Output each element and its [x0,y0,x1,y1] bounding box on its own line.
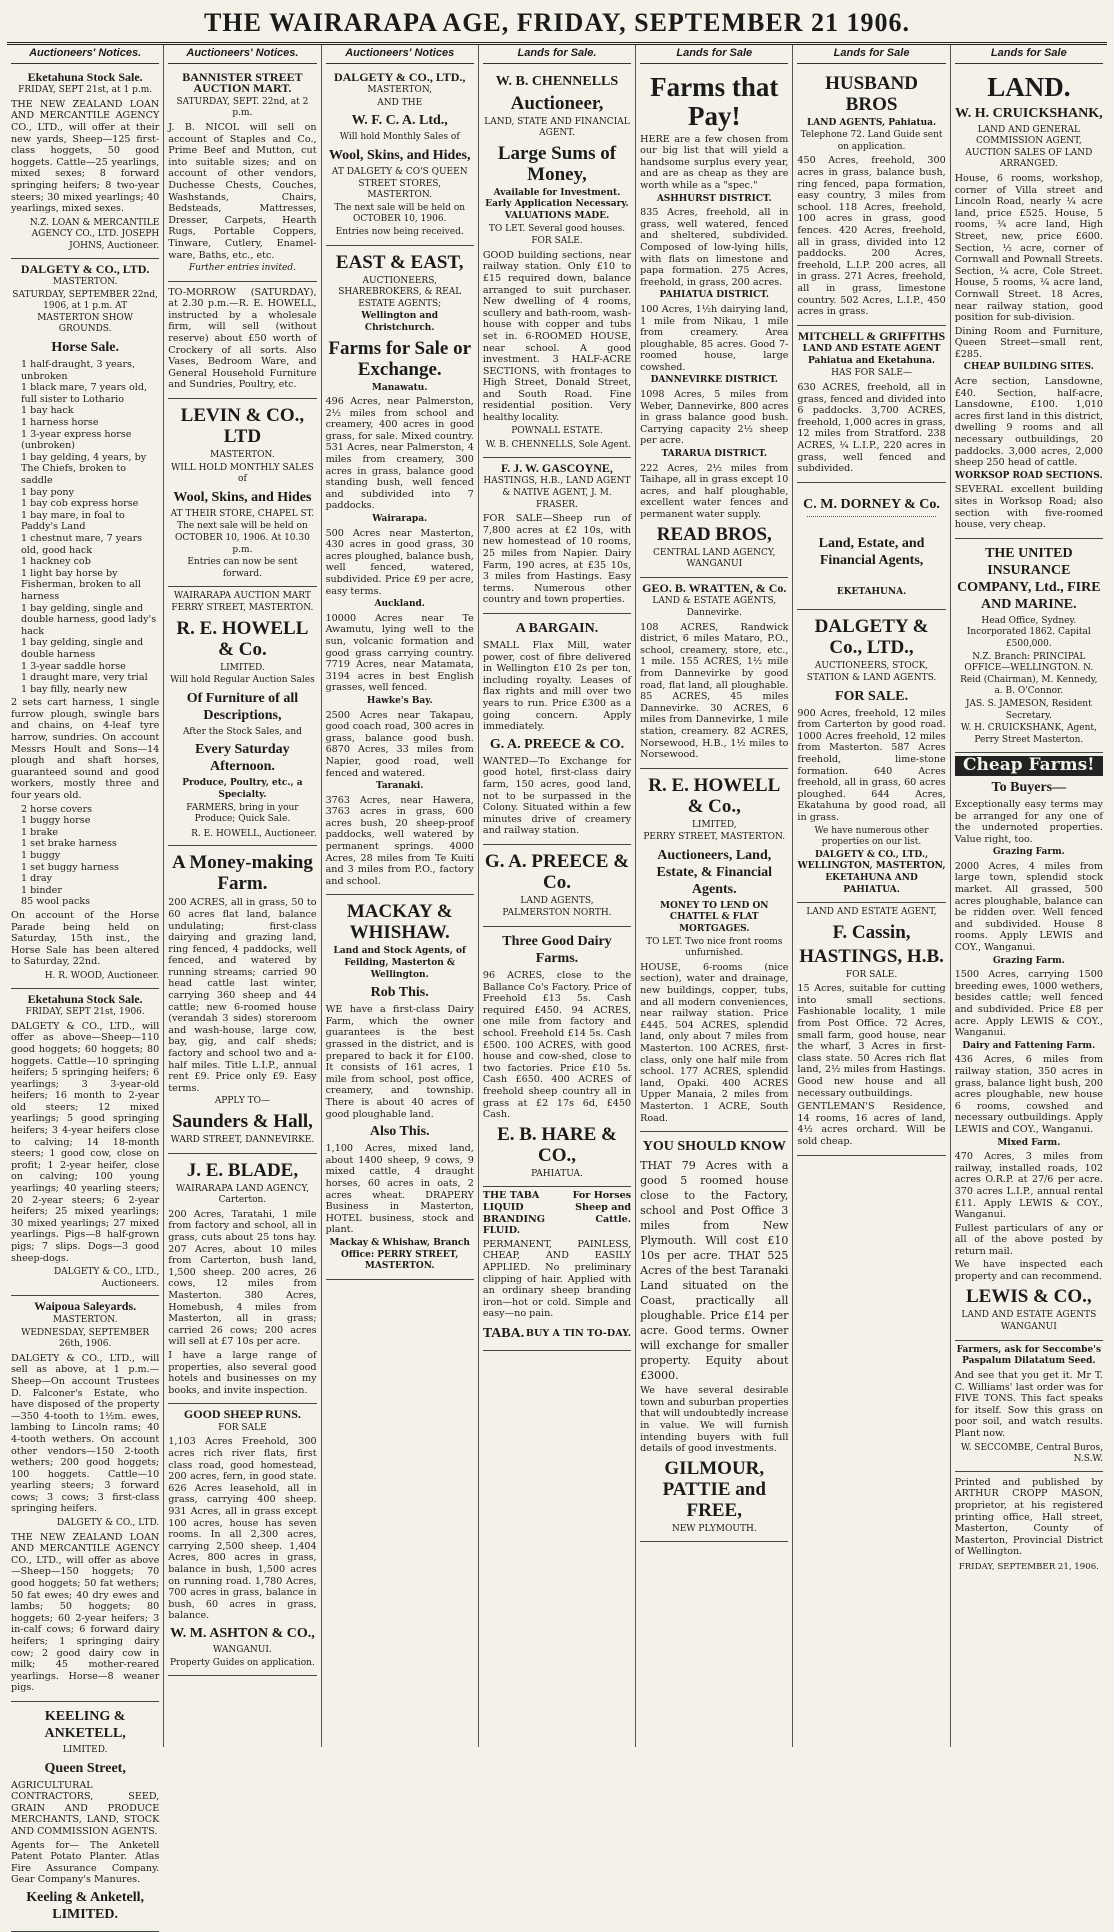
ad-sub: LAND AND ESTATE AGENT, [806,907,937,918]
ad-date: SATURDAY, SEPTEMBER 22nd, 1906, at 1 p.m. AT MASTERTON SHOW GROUNDS. [12,289,158,335]
ad-title: LAND. [987,71,1071,102]
ad-mid: Large Sums of Money, [497,142,617,185]
ad-available: Available for Investment. Early Application Necessary. VALUATIONS MADE. [485,187,629,221]
ad-body: 450 Acres, freehold, 300 acres in grass, balance bush, ring fenced, papa formation, easy country, 3 miles from school. 118 Acres, freehold, 100 acres in grass, good fences. 420 Acres, freehold, all in grass, divided into 12 paddocks. 200 Acres, freehold, L.I.P. 200 acres, all in grass. 271 Acres, freehold, all in grass, limestone country. 502 Acres, L.I.P., 450 acres in grass. [797,155,946,318]
column-header: Lands for Sale [640,45,788,64]
list-item: 1 bay gelding, 4 years, by The Chiefs, broken to saddle [21,451,147,486]
ad-body: House, 6 rooms, workshop, corner of Villa street and Lincoln Road, nearly ¼ acre land, price £525. House, 5 rooms, ¾ acre land, High Street, new, price £600. Section, ½ acre, corner of Cornwall and Pownall Streets. Section, ¼ acre, Cole Street. House, 5 rooms, ¼ acre land, Cornwall Street. 18 Acres, near railway station, good position for sub-division. [954,172,1103,324]
column-header: Lands for Sale. [483,45,631,64]
ad-sub: WAIRARAPA LAND AGENCY, Carterton. [175,1183,309,1206]
ad-date: SATURDAY, SEPT. 22nd, at 2 p.m. [176,96,309,119]
ad-title: HUSBAND BROS [825,72,918,115]
ad-good-sheep-runs [168,1404,316,1676]
newspaper-page [7,6,1107,1922]
ad-sale: FOR SALE [218,1422,267,1433]
ad-body: 2 sets cart harness, 1 single furrow plough, swingle bars and chains, on 4-leaf tyre harrow, sundries. On account Messrs Hoult and Sons—14 plough and shaft horses, guaranteed sound and good workers, mostly three and four years old. [11,697,160,802]
ad-phone: Telephone 72. Land Guide sent on application. [800,130,943,152]
ad-sub: Auctioneer, [510,92,604,114]
ad-body: 222 Acres, 2½ miles from Taihape, all in grass except 10 acres, and half ploughable, excellent water fences and permanent water supply. [640,462,789,520]
ad-farms-that-pay [640,67,788,578]
ad-signature: H. R. WOOD, Auctioneer. [44,970,160,981]
ad-intro: Exceptionally easy terms may be arranged for any one of the undernoted properties. Value right, too. [954,798,1103,845]
ad-body: J. B. NICOL will sell on account of Staples and Co., Prime Beef and Mutton, cut into suitable sizes; and on account of other vendors, Duchesse Chests, Couches, Washstands, Chairs, Bedsteads, Mattresses, Dresser, Carpets, Hearth Rugs, Portable Coppers, Tinware, Cutlery, Enamel-ware, Baths, etc., etc. [168,121,317,261]
list-item: 1 3-year saddle horse [21,660,126,672]
ad-title: W. B. CHENNELLS [495,73,619,89]
ad-united-insurance [955,539,1103,754]
ad-body: THAT 79 Acres with a good 5 roomed house close to the Factory, school and Post Office 3 miles from New Plymouth. Will cost £10 10s per acre. THAT 525 Acres of the best Taranaki Land situated on the Coast, practically all ploughable. Price £14 per acre. Good terms. Owner will exchange for smaller property. Equity about £3000. [640,1159,789,1383]
ad-body: 470 Acres, 3 miles from railway, installed roads, 102 acres O.R.P. at 27/6 per acre. 370 acres L.I.P., annual rental £11. Apply LEWIS & COY., Wanganui. [954,1151,1103,1221]
ad-store: AT THEIR STORE, CHAPEL ST. [170,508,315,519]
ad-and: AND THE [377,97,423,108]
column-6 [793,45,950,1747]
ad-sub: LIMITED. [220,662,265,673]
ad-howell-land [640,769,788,1132]
ad-eketahuna-stock-sale-2 [11,989,159,1297]
ad-body: 496 Acres, near Palmerston, 2½ miles from school and creamery, 400 acres in good grass, for sale. Mixed country. 531 Acres, near Palmerston, 4 miles from creamery, 300 acres in grass, balance good standing bush, well fenced and subdivided into 7 paddocks. [325,396,474,512]
list-item: 1 brake [21,826,59,838]
ad-body: THE NEW ZEALAND LOAN AND MERCANTILE AGENCY CO., LTD., will offer at their new yards, Sheep—125 first-class hoggets, 50 good hoggets. Cattle—25 yearlings, mixed sexes; 8 forward springing heifers; 8 two-year steers; 30 mixed yearlings; 40 yearlings, mixed sexes. [11,98,160,215]
ad-body: 200 ACRES, all in grass, 50 to 60 acres flat land, balance undulating; first-class dairying and grazing land, ring fenced, 4 paddocks, well fenced, and watered by running streams; carried 90 head cattle last winter, carrying 360 sheep and 44 cattle; new 6-roomed house (verandah 3 sides) storeroom and wash-house, large cow, bay, gig, and calf sheds; factory and school two and a-half miles. Title L.I.P., annual rent £9. Price only £9. Easy terms. [168,897,317,1094]
ad-title: MITCHELL & GRIFFITHS [797,328,946,343]
ad-body: 10000 Acres near Te Awamutu, lying well to the sun, volcanic formation and good grass carrying country. 7719 Acres, near Matamata, 3194 acres in best English grasses, well fenced. [325,612,474,694]
list-item: 1 bay pony [21,486,74,498]
ad-title: A Money-making Farm. [171,852,313,895]
ad-sub: LAND AGENTS, [520,895,594,906]
ad-body: FOR SALE—Sheep run of 7,800 acres at £2 10s, with new homestead of 10 rooms, 25 miles from Napier. Dairy Farm, 190 acres, at £35 10s, 3 miles from Hastings. Easy terms. Numerous other country and town properties. [482,513,632,606]
list-item: 1 binder [21,884,62,896]
ad-place: MASTERTON. [210,450,275,461]
list-item: 1 dray [21,873,53,885]
ad-signature: R. E. HOWELL, Auctioneer. [191,828,317,839]
masthead: THE WAIRARAPA AGE, FRIDAY, SEPTEMBER 21 1906. [7,6,1107,45]
ad-signature: DALGETY & CO., LTD., Auctioneers. [53,1267,160,1289]
ad-body: 2000 Acres, 4 miles from large town, splendid stock market. All grassed, 500 acres ploughable, balance can be ridden over. Well fenced and subdivided. House 8 rooms. Apply LEWIS and COY., Wanganui. [954,860,1103,954]
column-header: Lands for Sale [797,45,945,64]
ad-body: And see that you get it. Mr T. C. Williams' last order was for FIVE TONS. This fact speaks for itself. Sow this grass on poor soil, and watch results. Plant now. [954,1370,1103,1439]
list-item: 1 bay filly, nearly new [21,683,128,695]
list-item: 1 set buggy harness [21,861,119,873]
ad-road: WORKSOP ROAD SECTIONS. [955,470,1103,481]
ad-keeling-anketell [11,1702,159,1932]
ad-signature: W. B. CHENNELLS, Sole Agent. [485,440,632,451]
list-item: 85 wool packs [21,896,91,908]
ad-body-2: Acre section, Lansdowne, £40. Section, half-acre, Lansdowne, £100. 1,010 acres first land in this district, dwelling 9 rooms and all necessary outbuildings, 20 paddocks. 3,000 acres, 2,000 sheep 250 head of cattle. [954,376,1103,469]
ad-section: Grazing Farm. [992,955,1065,966]
ad-body: 1,103 Acres Freehold, 300 acres rich river flats, first class road, good homestead, 200 acres, fern, in good state. 626 Acres leasehold, all in grass, carrying 400 sheep. 931 Acres, all in grass except 100 acres, house has seven rooms. In all 2,300 acres, carrying 2,500 sheep. 1,404 Acres, 800 acres in grass, balance in bush, 1,500 acres on running road. 1,780 Acres, 700 acres in grass, balance in bush, 60 acres in grass, balance. [168,1436,317,1622]
list-item: 1 bay gelding, single and double harness [21,637,144,660]
ad-farmers: FARMERS, bring in your Produce; Quick Sale. [186,802,299,825]
ad-let: TO LET. Two nice front rooms unfurnished. [646,936,783,959]
ad-note: Property Guides on application. [169,1657,315,1668]
ad-note: I have a large range of properties, also several good hotels and businesses on my books, and invite inspection. [168,1349,317,1396]
ad-preece [483,845,631,927]
ad-money: MONEY TO LEND ON CHATTEL & FLAT MORTGAGES. [659,900,769,935]
ad-sub: LAND AND ESTATE AGENTS [961,1309,1097,1320]
ad-address: PERRY STREET, MASTERTON. [643,832,786,843]
ad-place: EKETAHUNA. [836,586,907,597]
ad-a-bargain [483,614,631,845]
ad-dalgety-horse-sale [11,259,159,989]
ad-body: 3763 Acres, near Hawera, 3763 acres in grass, 600 acres bush, 20 sheep-proof paddocks, well watered by permanent springs. 4000 Acres, 28 miles from Te Kuiti and 3 miles from P.O., factory and school. [325,794,474,887]
ad-date: WEDNESDAY, SEPTEMBER 26th, 1906. [21,1327,150,1350]
list-item: 1 bay cob express horse [21,498,139,510]
ad-three-dairy-farms [483,927,631,1187]
ad-body: 100 Acres, 1½h dairying land, 1 mile from Nikau, 1 mile from creamery. Area ploughable, 85 acres. Good 7-roomed house, large cowshed. [640,303,789,373]
ad-list: GOOD building sections, near railway station. Only £10 to £15 required down, balance arranged to suit purchaser. New dwelling of 4 rooms, scullery and bath-room, wash-house with copper and tubs set in. 6-ROOMED HOUSE, near school. A good investment. 3 HALF-ACRE SECTIONS, with frontages to High Street, Donald Street, and South Road. Fine residential position. Very healthy locality. [482,249,632,424]
ad-section: Manawatu. [371,382,428,393]
ad-mid: Wool, Skins, and Hides, [328,147,471,163]
ad-district: TARARUA DISTRICT. [661,449,768,460]
ad-let: TO LET. Several good houses. [488,223,626,234]
ad-title: Three Good Dairy Farms. [502,934,612,967]
ad-body: WILL HOLD MONTHLY SALES of [171,462,314,485]
ad-taba-header [483,1190,631,1236]
ad-body-2: 1,100 Acres, mixed land, about 1400 sheep, 9 cows, 9 mixed cattle, 4 draught horses, 60 acres in oats, 2 acres wheat. DRAPERY Business in Masterton, HOTEL business, stock and plant. [325,1143,474,1236]
ad-title: DALGETY & Co., LTD., [814,616,929,659]
ad-district: ASHHURST DISTRICT. [656,193,772,204]
ad-title: A BARGAIN. [515,620,599,636]
ad-taba [483,1187,631,1351]
ad-money-making-farm [168,846,316,1153]
ad-fuller: Fullest particulars of any or all of the above posted by return mail. [954,1222,1103,1257]
ad-sale: FOR SALE. [845,969,898,980]
column-1 [7,45,164,1922]
ad-place: PALMERSTON NORTH. [502,908,612,919]
ad-date: The next sale will be held on OCTOBER 10, 1906. At 10.30 p.m. [174,521,310,555]
ad-to-buyers: To Buyers— [991,779,1067,795]
ad-heading: Horse Sale. [51,340,119,356]
ad-sale: FOR SALE. [834,688,909,704]
ad-note: We have several desirable town and suburban properties that will undoubtedly increase in value. We will furnish intending buyers with full details of good investments. [640,1385,789,1455]
column-header: Auctioneers' Notices. [168,45,316,64]
ad-date: FRIDAY, SEPT 21st, 1906. [25,1007,145,1018]
ad-sub: AUCTIONEERS, STOCK, STATION & LAND AGENTS. [806,661,937,683]
list-item: 1 half-draught, 3 years, unbroken [21,359,136,382]
list-item: 1 bay mare, in foal to Paddy's Land [21,509,125,533]
sundries-list [11,804,159,908]
column-header: Auctioneers' Notices. [11,45,159,64]
ad-sub: LAND & ESTATE AGENTS, Dannevirke. [652,596,777,618]
ad-body: SMALL Flax Mill, water power, cost of fibre delivered in Wellington £10 2s per ton, including royalty. Leases of flax rights and mill over two years to run. Price £300 as a going concern. Apply immediately. [482,639,632,733]
ad-section: Dairy and Fattening Farm. [962,1040,1096,1051]
ad-signature: W. M. ASHTON & CO., [170,1625,315,1641]
ad-head: WAIRARAPA AUCTION MART FERRY STREET, MASTERTON. [171,591,314,613]
ad-place: WANGANUI [1000,1322,1057,1333]
ad-note: Further entries invited. [188,263,297,274]
column-header: Auctioneers' Notices [326,45,474,64]
ad-title: LEVIN & CO., LTD [180,405,305,448]
ad-agent: W. H. CRUICKSHANK, Agent, Perry Street Masterton. [960,723,1097,745]
ad-title: BANNISTER STREET AUCTION MART. [182,69,303,96]
ad-signature: DALGETY & CO., LTD. [56,1518,160,1529]
ad-signature: E. B. HARE & CO., [497,1123,617,1166]
ad-title: Farms that Pay! [650,71,779,131]
ad-body: 1098 Acres, 5 miles from Weber, Dannevirke, 800 acres in grass balance good bush. Carrying capacity 2½ sheep per acre. [640,389,789,447]
ad-body: 200 Acres, Taratahi, 1 mile from factory and school, all in grass, cuts about 25 tons hay. 207 Acres, about 10 miles from Carterton, bush land, 1,500 sheep. 200 acres, 26 cows, 12 miles from Masterton. 380 Acres, Homebush, 4 miles from Masterton, all in grass; carried 26 cows; 200 acres will sell at £7 10s per acre. [168,1208,317,1348]
ad-has: HAS FOR SALE— [831,368,912,379]
ad-body: LAND, STATE AND FINANCIAL AGENT. [484,116,630,139]
ad-je-blade [168,1154,316,1405]
list-item: 1 bay gelding, single and double harness, good lady's hack [21,602,157,637]
list-item: 1 chestnut mare, 7 years old, good hack [21,532,143,556]
list-item: 1 draught mare, very trial [21,672,148,684]
ad-heading: Farmers, ask for Seccombe's Paspalum Dilatatum Seed. [956,1344,1102,1367]
ad-note: GENTLEMAN'S Residence, 14 rooms, 16 acres of land, 4½ acres orchard. Will be sold cheap. [797,1101,946,1147]
column-header: Lands for Sale [955,45,1103,64]
ad-buy: BUY A TIN TO-DAY. [525,1327,632,1339]
ad-bannister-street-mart [168,67,316,282]
ad-place: MASTERTON. [52,1314,118,1325]
ad-section: Wairarapa. [372,514,428,525]
ad-sub: LIMITED, [691,819,737,830]
ad-body: 436 Acres, 6 miles from railway station, 350 acres in grass, balance light bush, 200 acres ploughable, new house 6 rooms, cowshed and necessary outbuildings. Apply LEWIS and COY., Wanganui. [954,1054,1103,1135]
ad-footer: Mackay & Whishaw, Branch Office: PERRY STREET, MASTERTON. [329,1237,470,1272]
list-item: 1 set brake harness [21,838,117,850]
list-item: 1 3-year express horse (unbroken) [21,428,132,452]
ad-body: 630 ACRES, freehold, all in grass, fenced and divided into 6 paddocks. 3,700 ACRES, freehold, 1,000 acres in grass, 12 miles from Stratford. 238 ACRES, ¼ L.I.P., 220 acres in grass, well fenced and subdivided. [797,382,946,475]
ad-title: YOU SHOULD KNOW [642,1139,786,1155]
ad-place: Wellington and Christchurch. [361,311,439,333]
column-3 [322,45,479,1747]
ad-title: C. M. DORNEY & Co. [803,496,940,512]
ad-footer: Keeling & Anketell, LIMITED. [26,1889,145,1922]
ad-place: PAHIATUA. [531,1168,583,1179]
ad-intro: HERE are a few chosen from our big list that will yield a handsome surplus every year, and are as cheap as they are worth while as a "spec." [640,133,789,191]
ad-body: 835 Acres, freehold, all in grass, well watered, fenced and sheltered, subdivided. Composed of low-lying hills, with flats on limestone and papa formation. 275 Acres, freehold, in grass, 200 acres. [640,207,789,288]
ad-title: EAST & EAST, [335,251,464,273]
ad-dining: Dining Room and Furniture, Queen Street—small rent, £285. [954,325,1103,360]
ad-chennells [483,67,631,458]
ad-body: TO-MORROW (SATURDAY), at 2.30 p.m.—R. E. HOWELL, instructed by a wholesale firm, will sell (without reserve) about £50 worth of Crockery of all sorts. Also Vases, Bedroom Ware, and General Household Furniture and Sundries, Poultry, etc. [168,286,317,391]
ad-seccombe [955,1341,1103,1472]
ad-body-2: WANTED—To Exchange for good hotel, first-class dairy farm, 150 acres, good land, not to be surpassed in the Colony. Situated within a few minutes drive of creamery and railway station. [482,755,632,837]
ad-heading: Rob This. [370,985,429,1001]
ad-name: W. H. CRUICKSHANK, [954,105,1103,121]
ad-body: 96 ACRES, close to the Ballance Co's Factory. Price of Freehold £13 5s. Cash required £450. 94 ACRES, one mile from factory and school. Freehold £14 5s. Cash £500. 100 ACRES, with good house and cow-shed, close to two factories. Price £10 5s. Cash £650. 400 ACRES of freehold sheep country all in grass at £2 17s 6d, £450 Cash. [482,970,632,1121]
ad-also: Also This. [369,1124,430,1140]
ad-body: WE have a first-class Dairy Farm, which the owner guarantees is the best grassed in the district, and is prepared to back it for £100. It consists of 161 acres, 1 mile from school, post office, creamery, and township. There is about 40 acres of good ploughable land. [325,1004,474,1120]
ad-body: Will hold Monthly Sales of [339,132,460,143]
ad-title: DALGETY & CO., LTD., [333,69,466,84]
columns-container [7,45,1107,1922]
ad-agents: Agents for— The Anketell Patent Potato Planter. Atlas Fire Assurance Company. Gear Company's Manures. [11,1839,160,1886]
ad-title: J. E. BLADE, [186,1159,299,1181]
ad-branch: N.Z. Branch: PRINCIPAL OFFICE—WELLINGTON. N. Reid (Chairman), M. Kennedy, a. B. O'Connor. [960,651,1098,697]
ad-place: HASTINGS, H.B. [799,945,944,967]
list-item: 1 hackney cob [21,556,91,568]
ad-body: DALGETY & CO., LTD., will sell as above, at 1 p.m.—Sheep—On account Trustees D. Falconer's Estate, who have disposed of the property—350 4-tooth to 1½m. ewes, lambing to Lincoln rams; 40 4-tooth wethers. On account other vendors—150 2-tooth wethers; 200 good hoggets; 100 hoggets. Cattle—10 yearling steers; 3 forward cows; 3 cows; 3 first-class springing heifers. [11,1352,160,1515]
ad-title: F. Cassin, [832,921,911,943]
ad-signature: W. SECCOMBE, Central Buros, N.S.W. [960,1442,1103,1465]
ad-date: FRIDAY, SEPT 21st, at 1 p.m. [18,85,153,96]
ad-at: AT DALGETY & CO'S QUEEN STREET STORES, MASTERTON. [331,166,468,201]
list-item: 1 light bay horse by Fisherman, broken to all harness [21,567,141,602]
ad-sub: LAND AND ESTATE AGENT Pahiatua and Eketahuna. [802,344,941,366]
ad-district: DANNEVIRKE DISTRICT. [650,375,778,386]
ad-produce: Produce, Poultry, etc., a Specialty. [182,778,303,800]
imprint [955,1472,1103,1579]
ad-body: 2500 Acres near Takapau, good coach road, 300 acres in grass, balance good bush. 6870 Acres, 33 miles from Napier, good road, well fenced and watered. [325,709,474,779]
ad-signature: READ BROS, [656,523,772,545]
ad-levin-co [168,399,316,587]
ad-mitchell-griffiths [797,326,945,483]
ad-signature: G. A. PREECE & CO. [489,736,625,752]
ad-body: DALGETY & CO., LTD., will offer as above—Sheep—110 good hoggets; 60 hoggets; 80 hoggets. Cattle—10 springing heifers; 5 springing heifers; 6 yearlings; 3 3-year-old heifers; 16 month to 2-year old steers; 12 mixed yearlings; 5 good springing heifers; 3 4-year heifers close to calving; 14 18-month steers; 1 good cow, close on profit; 1 2-year heifer, close on calving; 100 young yearlings; 40 yearling steers; 20 2-year steers; 6 2-year heifers; 25 mixed yearlings; 30 mixed yearlings; 27 mixed yearlings. Pigs—8 half-grown pigs; 7 slips. Dogs—3 good sheep-dogs. [11,1020,160,1264]
ad-mid: Land, Estate, and Financial Agents, [818,535,925,568]
ad-banner: Cheap Farms! [955,756,1103,776]
ad-body: AGRICULTURAL CONTRACTORS, SEED, GRAIN AND PRODUCE MERCHANTS, LAND, STOCK AND COMMISSION AGENTS. [11,1779,160,1837]
ad-mid: Wool, Skins, and Hides [173,489,312,505]
list-item: 1 buggy horse [21,815,91,827]
ad-title: GOOD SHEEP RUNS. [183,1407,301,1422]
ad-title: R. E. HOWELL & Co., [648,774,781,817]
list-item: 1 bay hack [21,405,74,417]
ad-place: WANGANUI. [213,1644,272,1655]
ad-title: KEELING & ANKETELL, [44,1708,126,1741]
imprint-body: Printed and published by ARTHUR CROPP MASON, proprietor, at his registered printing office, Hall street, Masterton, County of Masterton, Provincial District of Wellington. [954,1476,1103,1558]
ad-section: Grazing Farm. [992,847,1065,858]
ad-body: Will hold Regular Auction Sales [170,675,315,686]
ad-place: NEW PLYMOUTH. [671,1523,757,1534]
ad-body: HOUSE, 6-rooms (nice section), water and drainage, new buildings, copper, tubs, and all modern conveniences, near railway station. Price £445. 504 ACRES, splendid land, only about 7 miles from Masterton. 100 ACRES, first-class, only one half mile from school. 177 ACRES, splendid land, Opaki. 400 ACRES Upper Manaia, 2 miles from Masterton. 1 ACRE, South Road. [640,961,789,1124]
ad-every: Every Saturday Afternoon. [195,742,290,775]
ad-sub: AUCTIONEERS, SHAREBROKERS, & REAL ESTATE AGENTS; [338,275,462,309]
ad-east-east [326,246,474,896]
ad-wairarapa-auction-mart [168,587,316,846]
horse-list [11,359,159,695]
ad-signature: GILMOUR, PATTIE and FREE, [662,1457,766,1521]
ad-body: 900 Acres, freehold, 12 miles from Carterton by good road. 1000 Acres freehold, 12 miles from Masterton. 587 Acres freehold, lime-stone formation. 640 Acres freehold, all in grass, 60 acres ploughed. 644 Acres, Ekatahuna by good road, all in grass. [797,707,946,823]
ad-district: PAHIATUA DISTRICT. [659,290,769,301]
ad-title: THE UNITED INSURANCE COMPANY, Ltd., FIRE AND MARINE. [957,545,1101,612]
ad-signature: Saunders & Hall, [171,1111,313,1132]
ad-gascoyne [483,458,631,614]
ad-title: DALGETY & CO., LTD. [20,261,150,276]
ad-place: MASTERTON. [52,277,118,288]
imprint-date: FRIDAY, SEPTEMBER 21, 1906. [958,1561,1099,1572]
ad-you-should-know [640,1132,788,1542]
ad-mid: Auctioneers, Land, Estate, & Financial Agents. [656,847,773,897]
ad-firm: W. F. C. A. Ltd., [351,113,448,129]
ad-body-2: THE NEW ZEALAND LOAN AND MERCANTILE AGENCY CO., LTD., will offer as above—Sheep—150 hoggets; 70 good hoggets; 50 fat wethers; 50 fat ewes; 40 dry ewes and lambs; 50 hoggets; 80 hoggets; 60 2-year heifers; 3 in-calf cows; 6 forward dairy heifers; 1 springing dairy cow; 2 good dairy cow in milk; 45 mother-reared yearlings. Horse—8 weaner pigs. [11,1531,160,1694]
ad-sale: FOR SALE. [531,236,583,247]
ad-body: 500 Acres near Masterton, 430 acres in good grass, 30 acres ploughed, balance bush, well fenced, watered, subdivided. Price £9 per acre, easy terms. [325,527,474,597]
ad-cheap: CHEAP BUILDING SITES. [963,362,1094,373]
ad-signature: N.Z. LOAN & MERCANTILE AGENCY CO., LTD. JOSEPH JOHNS, Auctioneer. [29,217,160,251]
ad-eketahuna-stock-sale [11,67,159,259]
ad-section: Hawke's Bay. [366,695,433,706]
ad-section: Mixed Farm. [997,1137,1061,1148]
ad-body: 1500 Acres, carrying 1500 breeding ewes, 1000 wethers, besides cattle; well fenced and subdivided. Price £8 per acre. Apply LEWIS & COY., Wanganui. [954,969,1103,1039]
ad-body: 15 Acres, suitable for cutting into small sections. Fashionable locality, 1 mile from Post Office. 72 Acres, small farm, good house, near the wharf, 3 Acres in first-class state. 50 Acres rich flat land, 2½ miles from Hastings. Good new house and all necessary outbuildings. [797,983,946,1099]
ad-title: Waipoua Saleyards. [34,1299,137,1314]
ad-title: R. E. HOWELL & Co. [176,617,309,660]
ad-secretary: JAS. S. JAMESON, Resident Secretary. [965,698,1092,721]
ad-invite: We have inspected each property and can recommend. [954,1259,1103,1283]
ad-title: Eketahuna Stock Sale. [27,69,143,84]
column-7 [951,45,1107,1747]
ad-address: WARD STREET, DANNEVIRKE. [170,1135,315,1145]
ad-sub: HASTINGS, H.B., LAND AGENT & NATIVE AGENT, J. M. FRASER. [483,476,631,510]
ad-taba-left: THE TABA LIQUID BRANDING FLUID. [482,1190,545,1237]
ad-sub: Land and Stock Agents, of Feilding, Masterton & Wellington. [333,946,466,980]
column-5 [636,45,793,1747]
list-item: 1 black mare, 7 years old, full sister to Lothario [21,382,148,405]
ad-waipoua-saleyards [11,1296,159,1702]
ad-signature: LEWIS & CO., [966,1285,1092,1307]
ad-taba-right: For Horses Sheep and Cattle. [572,1190,632,1225]
ad-taba-name: TABA. [482,1325,525,1341]
ad-note: Entries now being received. [335,226,464,237]
ad-cassin [797,903,945,1156]
ad-mid: Farms for Sale or Exchange. [328,337,472,380]
ad-dorney [797,483,945,611]
list-item: 1 harness horse [21,417,99,429]
ad-cheap-farms [955,753,1103,1341]
ad-dalgety-land [797,610,945,903]
ad-body-3: SEVERAL excellent building sites in Worksop Road; also section with five-roomed house, very cheap. [954,484,1103,531]
ad-sub: LAND AGENTS, Pahiatua. [806,117,937,128]
ad-mid: Of Furniture of all Descriptions, [186,690,299,723]
ad-wratten [640,578,788,769]
list-item: 2 horse covers [21,803,93,815]
ad-note: On account of the Horse Parade being held on Saturday, 15th inst., the Horse Sale has been altered to Saturday, 22nd. [11,909,160,968]
column-4 [479,45,636,1747]
ad-sub: LAND AND GENERAL COMMISSION AGENT, AUCTION SALES OF LAND ARRANGED. [965,124,1093,170]
column-2 [164,45,321,1747]
ad-estate: POWNALL ESTATE. [511,425,603,436]
ad-after: After the Stock Sales, and [182,726,302,737]
ad-title: F. J. W. GASCOYNE, [501,460,613,475]
ad-signature: DALGETY & CO., LTD., WELLINGTON, MASTERTON, EKETAHUNA AND PAHIATUA. [797,849,946,895]
ad-sub: LIMITED. [62,1744,108,1755]
ad-section: Auckland. [374,599,425,610]
list-item: 1 buggy [21,850,61,861]
ad-note: We have numerous other properties on our list. [814,825,929,848]
ad-place: MASTERTON, [367,85,433,96]
ad-title: MACKAY & WHISHAW. [346,901,453,944]
ad-title: GEO. B. WRATTEN, & Co. [642,580,787,595]
ad-mackay-whishaw [326,895,474,1279]
ad-title: Eketahuna Stock Sale. [27,991,143,1006]
ad-cruickshank [955,67,1103,539]
ad-office: Head Office, Sydney. Incorporated 1862. Capital £500,000. [966,615,1091,649]
ad-street: Queen Street, [44,1760,126,1776]
ad-body: 108 ACRES, Randwick district, 6 miles Mataro, P.O., school, creamery, store, etc., 1 mile. 155 ACRES, 1½ mile from Dannevirke by good road, flat land, all ploughable. 85 ACRES, 45 miles Dannevirke. 30 ACRES, 6 miles from Dannevirke, 1 mile station, creamery. 82 ACRES, Norsewood, H.B., 1½ miles to Norsewood. [640,621,789,761]
ad-dalgety-wfca [326,67,474,246]
ad-apply: APPLY TO— [214,1096,271,1107]
ad-body: PERMANENT, PAINLESS, CHEAP, AND EASILY APPLIED. No preliminary clipping of hair. Applied with an ordinary sheep branding iron—hot or cold. Simple and easy—no pain. [482,1238,632,1320]
ad-section: Taranaki. [376,781,424,792]
divider [807,516,935,517]
ad-howell-tomorrow [168,282,316,399]
ad-date: The next sale will be held on OCTOBER 10, 1906. [334,202,466,225]
ad-address: CENTRAL LAND AGENCY, WANGANUI [652,547,776,570]
ad-husband-bros [797,67,945,326]
ad-note: Entries can now be sent forward. [187,557,298,579]
ad-taba-footer [483,1322,631,1345]
ad-title: G. A. PREECE & Co. [484,850,630,893]
